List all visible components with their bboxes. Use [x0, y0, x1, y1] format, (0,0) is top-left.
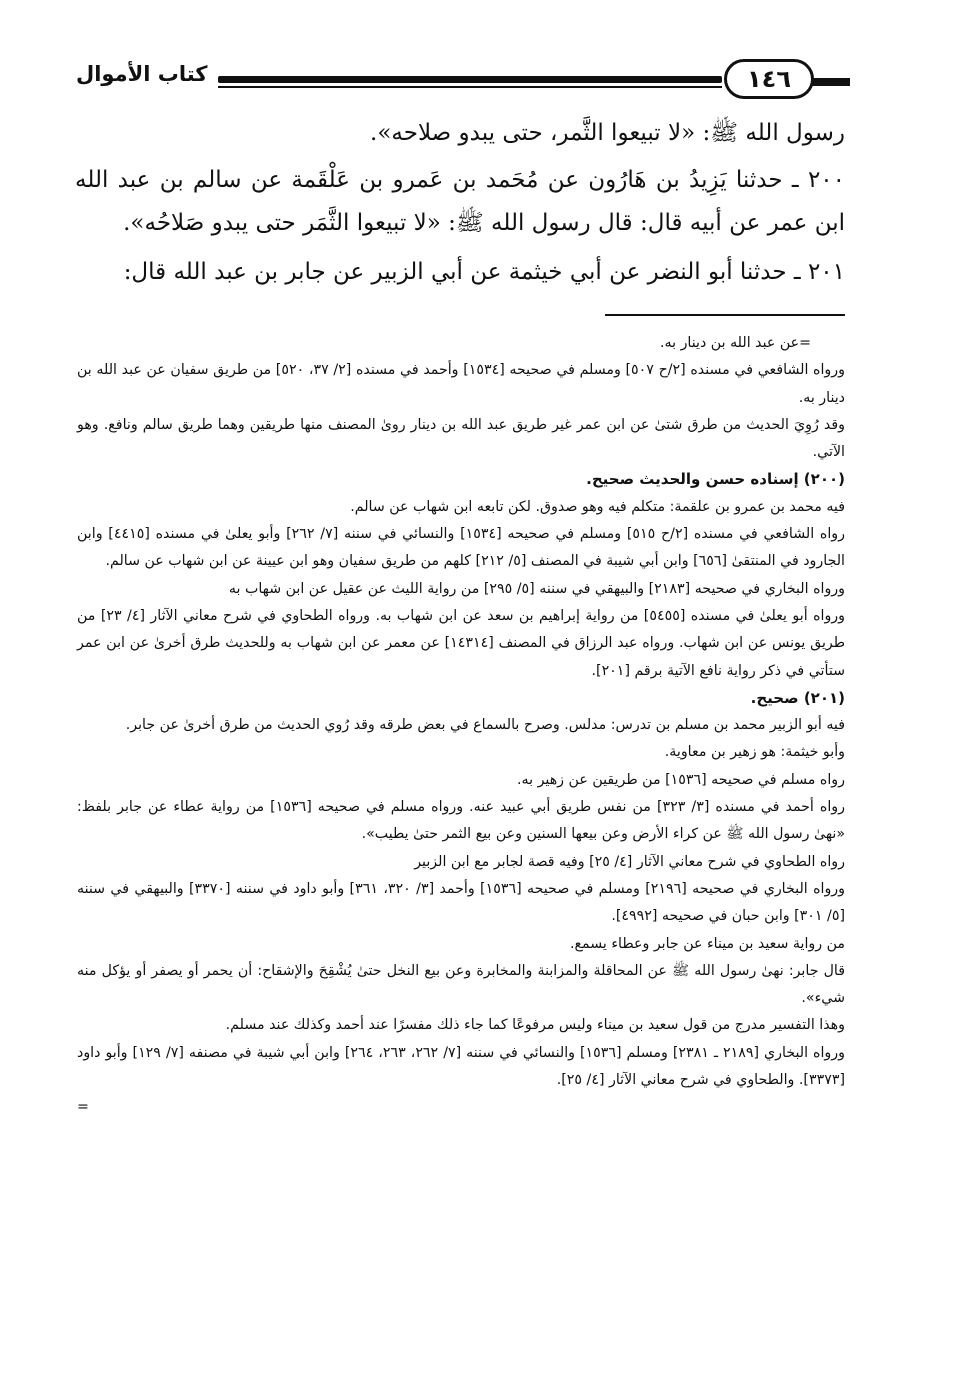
footnote-line: فيه محمد بن عمرو بن علقمة: متكلم فيه وهو صدوق. لكن تابعه ابن شهاب عن سالم.: [350, 498, 845, 515]
footnote-line: ورواه الشافعي في مسنده [٢/ح ٥٠٧] ومسلم في صحيحه [١٥٣٤] وأحمد في مسنده [٢/ ٣٧، ٥٢٠] من طريق سفيان عن عبد الله بن دينار به.: [77, 362, 845, 406]
footnote-line: ورواه البخاري [٢١٨٩ ـ ٢٣٨١] ومسلم [١٥٣٦] والنسائي في سننه [٧/ ٢٦٢، ٢٦٣، ٢٦٤] وابن أبي شيبة في مصنفه [٧/ ١٢٩] وأبو داود [٣٣٧٣]. والطحاوي في شرح معاني الآثار [٤/ ٢٥].: [77, 1044, 845, 1089]
footnote-heading-201: (٢٠١) صحيح.: [750, 688, 845, 707]
footnote-line: ورواه أبو يعلىٰ في مسنده [٥٤٥٥] من رواية إبراهيم بن سعد عن ابن شهاب به. ورواه الطحاوي في شرح معاني الآثار [٤/ ٢٣] من طريق يونس عن ابن شهاب. ورواه عبد الرزاق في المصنف [١٤٣١٤] عن معمر عن ابن شهاب به وللحديث طرق أخرىٰ عن ابن عمر ستأتي في ذكر رواية نافع الآتية برقم [٢٠١].: [77, 607, 846, 679]
footnote-line: فيه أبو الزبير محمد بن مسلم بن تدرس: مدلس. وصرح بالسماع في بعض طرقه وقد رُوي الحديث من طرق أخرىٰ عن جابر.: [125, 717, 845, 734]
main-line-continuation: رسول الله ﷺ: «لا تبيعوا الثَّمر، حتى يبدو صلاحه».: [370, 120, 845, 146]
header-rule-right: [812, 78, 850, 86]
footnote-continuation-mark: =: [77, 1099, 89, 1116]
footnote-line: رواه أحمد في مسنده [٣/ ٣٢٣] من نفس طريق أبي عبيد عنه. ورواه مسلم في صحيحه [١٥٣٦] من رواية عطاء عن جابر بلفظ: «نهىٰ رسول الله ﷺ عن كراء الأرض وعن بيعها السنين وعن بيع الثمر حتىٰ يطيب».: [77, 799, 845, 843]
header-rule: [218, 76, 722, 83]
book-title: كتاب الأموال: [76, 62, 208, 86]
footnote-line: من رواية سعيد بن ميناء عن جابر وعطاء يسمع.: [570, 935, 845, 952]
footnote-line: وقد رُوِيَ الحديث من طرق شتىٰ عن ابن عمر غير طريق عبد الله بن دينار روىٰ المصنف منها طريقين وهما طريق سالم ونافع. وهو الآتي.: [77, 416, 845, 461]
footnote-line: رواه الشافعي في مسنده [٢/ح ٥١٥] ومسلم في صحيحه [١٥٣٤] والنسائي في سننه [٧/ ٢٦٢] وأبو يعلىٰ في مسنده [٤٤١٥] وابن الجارود في المنتقىٰ [٦٥٦] وابن أبي شيبة في المصنف [٥/ ٢١٢] كلهم من طريق سفيان وهو ابن عيينة عن ابن شهاب عن سالم.: [77, 526, 845, 570]
footnote-line: رواه الطحاوي في شرح معاني الآثار [٤/ ٢٥] وفيه قصة لجابر مع ابن الزبير: [414, 853, 845, 870]
footnote-line: =عن عبد الله بن دينار به.: [660, 335, 811, 351]
main-text: [75, 112, 845, 300]
page-number: ١٤٦: [724, 59, 814, 99]
hadith-200: ٢٠٠ ـ حدثنا يَزِيدُ بن هَارُون عن مُحَمد بن عَمرو بن عَلْقَمة عن سالم بن عبد الله ابن عمر عن أبيه قال: قال رسول الله ﷺ: «لا تبيعوا الثَّمَر حتى يبدو صَلاحُه».: [75, 167, 845, 236]
footnote-line: وهذا التفسير مدرج من قول سعيد بن ميناء وليس مرفوعًا كما جاء ذلك مفسرًا عند أحمد وكذلك عند مسلم.: [225, 1017, 845, 1034]
footnote-line: رواه مسلم في صحيحه [١٥٣٦] من طريقين عن زهير به.: [517, 771, 845, 788]
footnote-line: وأبو خيثمة: هو زهير بن معاوية.: [664, 744, 845, 761]
footnote-line: ورواه البخاري في صحيحه [٢١٨٣] والبيهقي في سننه [٥/ ٢٩٥] من رواية الليث عن عقيل عن ابن شهاب به: [228, 580, 845, 597]
footnotes: [77, 330, 845, 1122]
footnote-line: ورواه البخاري في صحيحه [٢١٩٦] ومسلم في صحيحه [١٥٣٦] وأحمد [٣/ ٣٢٠، ٣٦١] وأبو داود في سننه [٣٣٧٠] والبيهقي في سننه [٥/ ٣٠١] وابن حبان في صحيحه [٤٩٩٢].: [77, 880, 846, 925]
page-header: [70, 56, 850, 106]
footnote-line: قال جابر: نهىٰ رسول الله ﷺ عن المحاقلة والمزابنة والمخابرة وعن بيع النخل حتىٰ يُشْقِحَ والإشقاح: أن يحمر أو يصفر أو يؤكل منه شيء».: [77, 962, 845, 1007]
hadith-201: ٢٠١ ـ حدثنا أبو النضر عن أبي خيثمة عن أبي الزبير عن جابر بن عبد الله قال:: [123, 259, 845, 285]
header-rule-thin: [218, 86, 722, 88]
footnote-heading-200: (٢٠٠) إسناده حسن والحديث صحيح.: [586, 470, 845, 489]
footnote-separator: [605, 314, 845, 316]
